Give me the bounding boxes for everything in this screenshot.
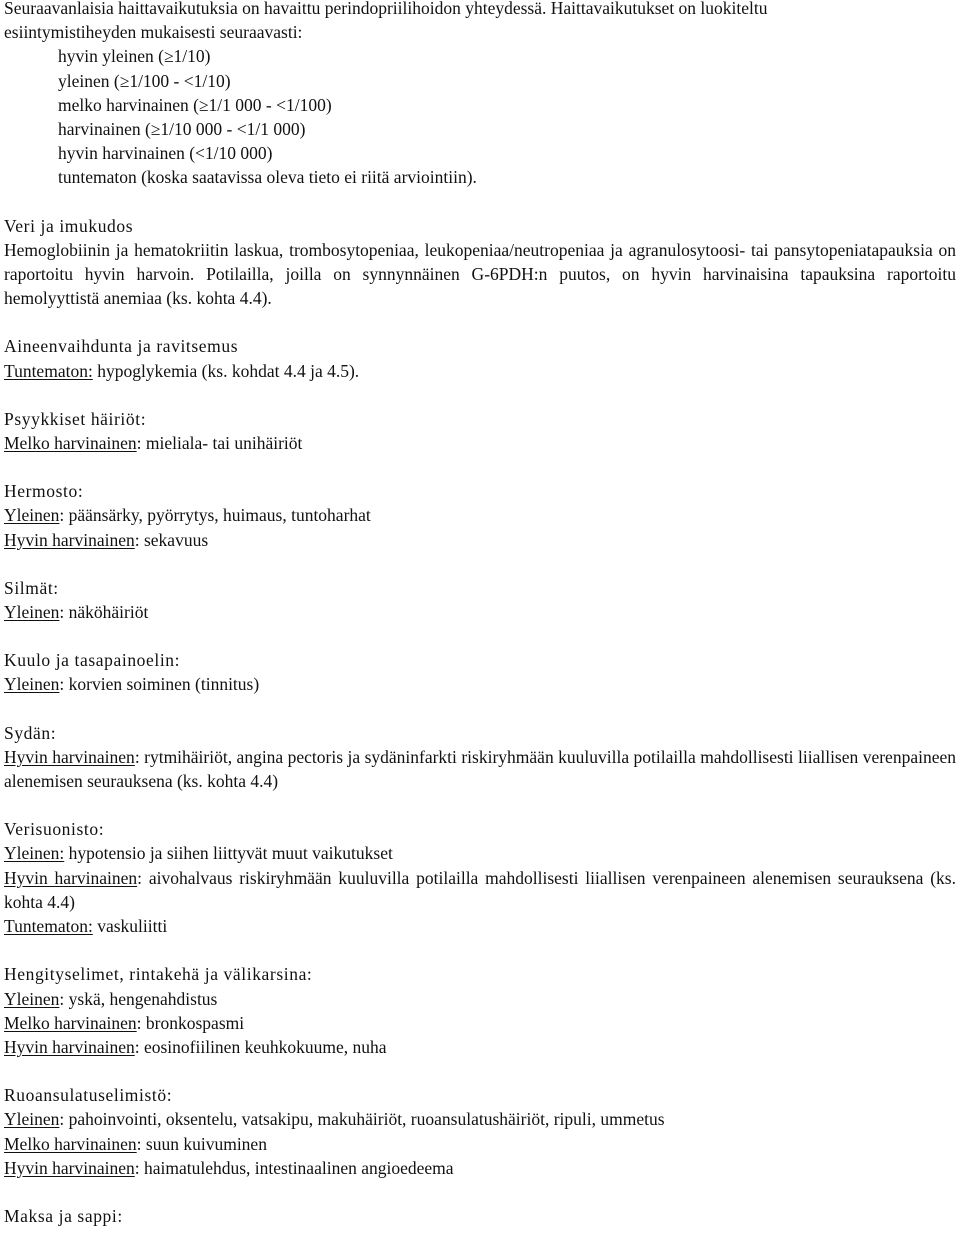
section-heading-vascular: Verisuonisto:: [4, 819, 105, 840]
section-heading-blood: Veri ja imukudos: [4, 215, 134, 236]
effect-row: [4, 503, 956, 527]
effect-row: [4, 431, 956, 455]
section-heading-metabolism: Aineenvaihdunta ja ravitsemus: [4, 336, 239, 357]
effect-text: : korvien soiminen (tinnitus): [59, 674, 260, 695]
frequency-label: Tuntematon:: [4, 360, 93, 381]
section-heading-cardiac: Sydän:: [4, 722, 57, 743]
effect-text: : sekavuus: [134, 529, 209, 550]
effect-row: [4, 914, 956, 938]
effect-text: : pahoinvointi, oksentelu, vatsakipu, makuhäiriöt, ruoansulatushäiriöt, ripuli, ummetus: [59, 1109, 665, 1130]
frequency-item: tuntematon (koska saatavissa oleva tieto ei riitä arviointiin).: [58, 167, 477, 188]
effect-text: : päänsärky, pyörrytys, huimaus, tuntoharhat: [59, 505, 371, 526]
effect-text: vaskuliitti: [92, 916, 168, 937]
frequency-label: Hyvin harvinainen: [4, 1036, 135, 1057]
effect-text: hypotensio ja siihen liittyvät muut vaikutukset: [64, 843, 393, 864]
effect-text: : eosinofiilinen keuhkokuume, nuha: [134, 1036, 387, 1057]
frequency-label: Yleinen: [4, 602, 60, 623]
effect-row: [4, 866, 956, 914]
effect-row: [4, 1156, 956, 1180]
frequency-item: hyvin harvinainen (<1/10 000): [58, 143, 273, 164]
effect-text: : mieliala- tai unihäiriöt: [136, 433, 303, 454]
effect-row: [4, 1107, 956, 1131]
frequency-item: melko harvinainen (≥1/1 000 - <1/100): [58, 94, 332, 115]
effect-text: : suun kuivuminen: [136, 1133, 267, 1154]
effect-row: [4, 1011, 956, 1035]
effect-row: [4, 672, 956, 696]
section-heading-respiratory: Hengityselimet, rintakehä ja välikarsina:: [4, 964, 313, 985]
frequency-label: Hyvin harvinainen: [4, 867, 138, 888]
effect-row: [4, 1132, 956, 1156]
effect-text: : haimatulehdus, intestinaalinen angioedeema: [134, 1157, 454, 1178]
intro-line-1: Seuraavanlaisia haittavaikutuksia on havaittu perindopriilihoidon yhteydessä. Haittavaikutukset on luokiteltu: [4, 0, 768, 18]
frequency-label: Melko harvinainen: [4, 433, 137, 454]
frequency-label: Yleinen:: [4, 843, 65, 864]
frequency-item: yleinen (≥1/100 - <1/10): [58, 70, 231, 91]
effect-text: : yskä, hengenahdistus: [59, 988, 218, 1009]
frequency-label: Hyvin harvinainen: [4, 1157, 135, 1178]
section-heading-eye: Silmät:: [4, 577, 59, 598]
section-paragraph-blood: Hemoglobiinin ja hematokriitin laskua, trombosytopeniaa, leukopeniaa/neutropeniaa ja agranulosytoosi- tai pansytopeniatapauksia on raportoitu hyvin harvoin. Potilailla, joilla on synnynnäinen G-6PDH:n puutos, on hyvin harvinaisina tapauksina raportoitu hemolyyttistä anemiaa (ks. kohta 4.4).: [4, 239, 956, 309]
effect-row: [4, 745, 956, 793]
section-heading-ear: Kuulo ja tasapainoelin:: [4, 650, 181, 671]
section-heading-psychiatric: Psyykkiset häiriöt:: [4, 408, 147, 429]
section-heading-nervous: Hermosto:: [4, 481, 84, 502]
frequency-item: harvinainen (≥1/10 000 - <1/1 000): [58, 119, 306, 140]
effect-row: [4, 1035, 956, 1059]
frequency-label: Yleinen: [4, 1109, 60, 1130]
frequency-label: Hyvin harvinainen: [4, 746, 135, 767]
intro-line-2: esiintymistiheyden mukaisesti seuraavasti:: [4, 22, 303, 43]
effect-text: hypoglykemia (ks. kohdat 4.4 ja 4.5).: [92, 360, 360, 381]
effect-text: : bronkospasmi: [136, 1012, 245, 1033]
frequency-label: Tuntematon:: [4, 916, 93, 937]
frequency-label: Hyvin harvinainen: [4, 529, 135, 550]
section-heading-hepatobiliary: Maksa ja sappi:: [4, 1205, 123, 1226]
effect-row: [4, 359, 956, 383]
frequency-label: Melko harvinainen: [4, 1012, 137, 1033]
effect-row: [4, 600, 956, 624]
effect-text: : näköhäiriöt: [59, 602, 149, 623]
effect-text: : rytmihäiriöt, angina pectoris ja sydäninfarkti riskiryhmään kuuluvilla potilailla mahdollisesti liiallisen verenpaineen alenemisen seurauksena (ks. kohta 4.4): [4, 746, 956, 792]
effect-row: [4, 841, 956, 865]
frequency-label: Yleinen: [4, 988, 60, 1009]
frequency-label: Melko harvinainen: [4, 1133, 137, 1154]
frequency-item: hyvin yleinen (≥1/10): [58, 46, 211, 67]
frequency-label: Yleinen: [4, 674, 60, 695]
effect-row: [4, 987, 956, 1011]
frequency-label: Yleinen: [4, 505, 60, 526]
effect-row: [4, 528, 956, 552]
effect-text: : aivohalvaus riskiryhmään kuuluvilla potilailla mahdollisesti liiallisen verenpaineen alenemisen seurauksena (ks. kohta 4.4): [4, 867, 956, 912]
section-heading-gastro: Ruoansulatuselimistö:: [4, 1085, 173, 1106]
